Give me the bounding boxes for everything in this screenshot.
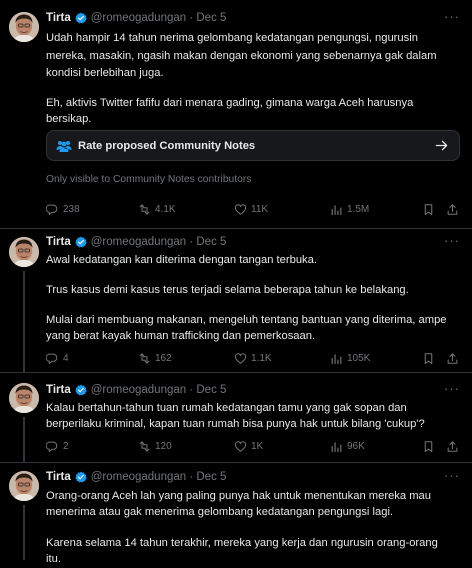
tweet-header xyxy=(46,471,226,483)
verified-badge-icon xyxy=(75,236,87,248)
reply-button[interactable] xyxy=(46,203,80,216)
reply-count: 2 xyxy=(63,441,69,452)
tweet-actions xyxy=(46,440,460,456)
tweet-3[interactable] xyxy=(0,373,472,462)
tweet-text-line: Awal kedatangan kan diterima dengan tangan terbuka. xyxy=(46,254,317,266)
verified-badge-icon xyxy=(75,384,87,396)
bookmark-icon xyxy=(422,440,435,453)
tweet-text-line: Kalau bertahun-tahun tuan rumah kedatangan tamu yang gak sopan dan xyxy=(46,402,407,414)
bookmark-button[interactable] xyxy=(422,440,435,456)
thread-line xyxy=(23,505,25,560)
views-count: 105K xyxy=(347,353,371,364)
views-button[interactable] xyxy=(330,440,365,453)
reply-button[interactable] xyxy=(46,352,69,365)
tweet-text-line: Eh, aktivis Twitter fafifu dari menara gading, gimana warga Aceh harusnya xyxy=(46,97,414,109)
like-button[interactable] xyxy=(234,203,268,216)
tweet-header xyxy=(46,12,226,24)
handle-date[interactable]: @romeogadungan · Dec 5 xyxy=(90,12,227,24)
tweet-text-line: yang berat kayak human trafficking dan pemerkosaan. xyxy=(46,330,316,342)
reply-icon xyxy=(46,352,59,365)
community-notes-label: Rate proposed Community Notes xyxy=(78,139,256,152)
views-button[interactable] xyxy=(330,352,370,365)
tweet-4[interactable] xyxy=(0,463,472,565)
avatar[interactable] xyxy=(9,237,39,267)
repost-icon xyxy=(138,203,151,216)
share-icon xyxy=(446,440,459,453)
more-icon[interactable]: ··· xyxy=(444,9,460,24)
share-icon xyxy=(446,203,459,216)
tweet-actions xyxy=(46,352,460,368)
tweet-text-line: kondisi berlebihan juga. xyxy=(46,67,164,79)
views-button[interactable] xyxy=(330,203,369,216)
tweet-text-line: itu. xyxy=(46,553,61,565)
more-icon[interactable]: ··· xyxy=(444,468,460,483)
repost-icon xyxy=(138,440,151,453)
handle-date[interactable]: @romeogadungan · Dec 5 xyxy=(90,236,227,248)
tweet-text-line: bersikap. xyxy=(46,113,92,125)
avatar[interactable] xyxy=(9,471,39,501)
repost-count: 4.1K xyxy=(155,204,176,215)
tweet-text-line: Karena selama 14 tahun terakhir, mereka yang kerja dan ngurusin orang-orang xyxy=(46,537,438,549)
repost-count: 162 xyxy=(155,353,172,364)
reply-icon xyxy=(46,440,59,453)
reply-icon xyxy=(46,203,59,216)
tweet-text-line: Trus kasus demi kasus terus terjadi selama beberapa tahun ke belakang. xyxy=(46,284,409,296)
more-icon[interactable]: ··· xyxy=(444,381,460,396)
like-count: 11K xyxy=(251,204,269,215)
reply-button[interactable] xyxy=(46,440,69,453)
tweet-2[interactable] xyxy=(0,229,472,372)
views-icon xyxy=(330,440,343,453)
bookmark-button[interactable] xyxy=(422,352,435,368)
rate-community-notes-button[interactable] xyxy=(46,130,460,161)
thread-line xyxy=(23,417,25,462)
tweet-text-line: Udah hampir 14 tahun nerima gelombang kedatangan pengungsi, ngurusin xyxy=(46,32,418,44)
share-button[interactable] xyxy=(446,352,459,368)
repost-button[interactable] xyxy=(138,203,176,216)
reply-count: 238 xyxy=(63,204,80,215)
views-icon xyxy=(330,352,343,365)
like-button[interactable] xyxy=(234,440,263,453)
share-icon xyxy=(446,352,459,365)
handle-date[interactable]: @romeogadungan · Dec 5 xyxy=(90,384,227,396)
thread-line xyxy=(23,271,25,372)
verified-badge-icon xyxy=(75,471,87,483)
author-name[interactable]: Tirta xyxy=(46,12,71,24)
only-visible-note: Only visible to Community Notes contributors xyxy=(46,174,252,185)
views-icon xyxy=(330,203,343,216)
repost-button[interactable] xyxy=(138,352,172,365)
like-icon xyxy=(234,440,247,453)
repost-button[interactable] xyxy=(138,440,172,453)
bookmark-icon xyxy=(422,352,435,365)
like-icon xyxy=(234,203,247,216)
more-icon[interactable]: ··· xyxy=(444,233,460,248)
author-name[interactable]: Tirta xyxy=(46,384,71,396)
tweet-header xyxy=(46,236,226,248)
tweet-header xyxy=(46,384,226,396)
reply-count: 4 xyxy=(63,353,69,364)
avatar[interactable] xyxy=(9,12,39,42)
repost-icon xyxy=(138,352,151,365)
like-count: 1K xyxy=(251,441,264,452)
views-count: 96K xyxy=(347,441,365,452)
arrow-right-icon xyxy=(435,139,448,152)
tweet-text-line: berperilaku kriminal, kapan tuan rumah bisa punya hak untuk bilang 'cukup'? xyxy=(46,418,425,430)
tweet-text-line: menerima atau gak menerima gelombang kedatangan pengungsi lagi. xyxy=(46,506,394,518)
share-button[interactable] xyxy=(446,203,459,219)
like-button[interactable] xyxy=(234,352,272,365)
verified-badge-icon xyxy=(75,12,87,24)
repost-count: 120 xyxy=(155,441,172,452)
bookmark-button[interactable] xyxy=(422,203,435,219)
like-icon xyxy=(234,352,247,365)
author-name[interactable]: Tirta xyxy=(46,471,71,483)
like-count: 1.1K xyxy=(251,353,272,364)
community-notes-icon xyxy=(56,140,72,152)
tweet-1[interactable] xyxy=(0,0,472,228)
tweet-text-line: mereka, masakin, ngasih makan dengan ekonomi yang sebenarnya gak dalam xyxy=(46,50,437,62)
tweet-text-line: Orang-orang Aceh lah yang paling punya hak untuk menentukan mereka mau xyxy=(46,490,431,502)
author-name[interactable]: Tirta xyxy=(46,236,71,248)
avatar[interactable] xyxy=(9,383,39,413)
share-button[interactable] xyxy=(446,440,459,456)
bookmark-icon xyxy=(422,203,435,216)
handle-date[interactable]: @romeogadungan · Dec 5 xyxy=(90,471,227,483)
tweet-actions xyxy=(46,203,460,219)
tweet-text-line: Mulai dari membuang makanan, mengeluh tentang bantuan yang diterima, ampe xyxy=(46,314,447,326)
views-count: 1.5M xyxy=(347,204,370,215)
